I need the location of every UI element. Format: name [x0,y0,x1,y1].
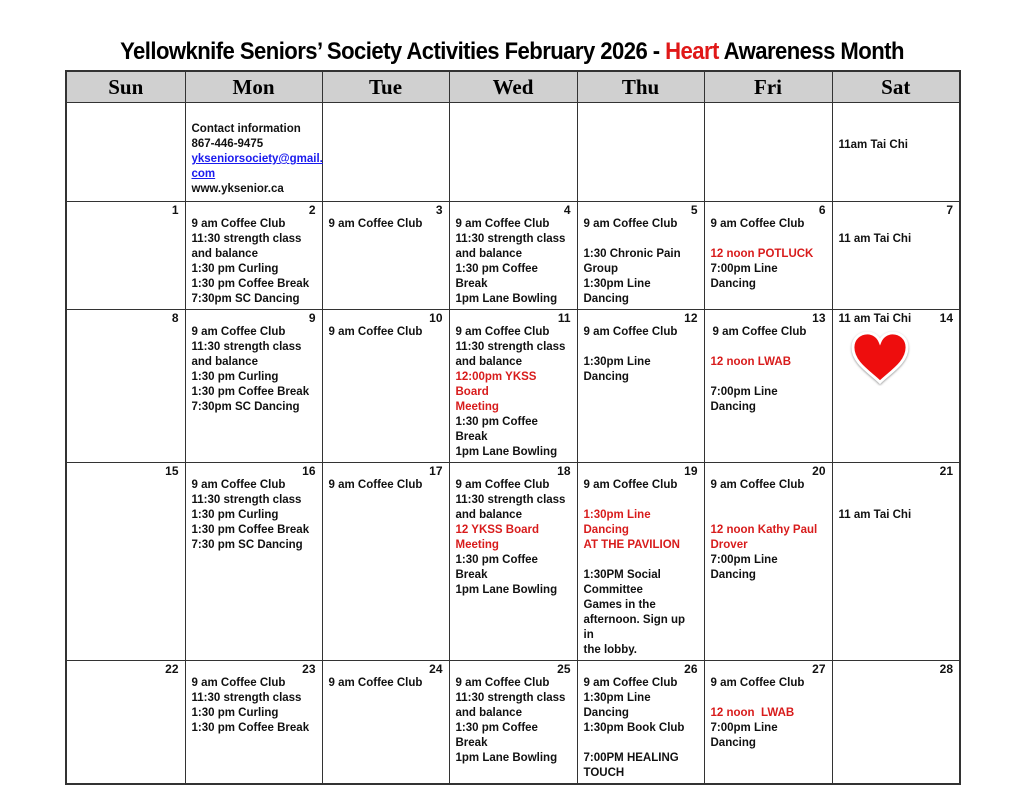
day-cell-14 [832,310,960,463]
event-item: and balance [455,509,522,521]
day-number: 25 [557,662,571,676]
event-item-highlight: 12 noon POTLUCK [710,248,814,260]
event-item: 7:00pm Line Dancing [710,263,778,290]
event-item: 1:30 pm Coffee Break [191,386,310,398]
title-suffix: Awareness Month [718,38,904,65]
weekday-mon: Mon [185,71,322,103]
event-item: 9 am Coffee Club [710,677,805,689]
day-cell-13 [704,310,832,463]
day-cell-9 [185,310,322,463]
day-cell-sat-week0 [832,103,960,202]
event-item: 1:30 pm Curling [191,371,279,383]
event-item: 7:30 pm SC Dancing [191,539,303,551]
day-number: 22 [165,662,179,676]
title-prefix: Yellowknife Seniors’ Society Activities February 2026 - [120,38,666,65]
day-number: 4 [563,203,571,217]
event-item: afternoon. Sign up in [583,614,686,641]
event-item: and balance [455,707,522,719]
event-item: 1:30 pm Curling [191,263,279,275]
day-number: 3 [435,203,443,217]
contact-email-link[interactable]: ykseniorsociety@gmail. com [191,153,323,180]
event-item-highlight: Meeting [455,539,499,551]
event-item: 1:30 pm Coffee Break [191,722,310,734]
event-item: 11:30 strength class [455,341,566,353]
weekday-tue: Tue [322,71,449,103]
event-item: 1:30pm Line Dancing [583,278,651,305]
day-cell-empty [449,103,577,202]
event-item: 1:30 pm Coffee Break [455,263,538,290]
day-cell-11 [449,310,577,463]
day-number: 7 [946,203,953,217]
event-item: 1pm Lane Bowling [455,584,558,596]
event-item: 1:30 pm Curling [191,707,279,719]
event-item: 11 am Tai Chi [838,313,912,325]
event-item: 11 am Tai Chi [838,233,912,245]
event-item: 11 am Tai Chi [838,509,912,521]
event-item: 9 am Coffee Club [191,677,286,689]
day-number: 13 [812,311,826,325]
day-cell-18 [449,463,577,661]
event-item: 1:30pm Line Dancing [583,356,651,383]
day-number: 27 [812,662,826,676]
event-item: the lobby. [583,644,637,656]
contact-phone: 867-446-9475 [191,138,264,150]
day-cell-7 [832,202,960,310]
day-cell-27 [704,661,832,785]
day-cell-25 [449,661,577,785]
event-item: 9 am Coffee Club [191,479,286,491]
week-row [66,463,960,661]
day-cell-empty [66,103,185,202]
event-item: 11:30 strength class [455,692,566,704]
event-item: Group [583,263,618,275]
weekday-sun: Sun [66,71,185,103]
event-item: 7:30pm SC Dancing [191,293,300,305]
event-item: 1:30pm Book Club [583,722,685,734]
contact-website: www.yksenior.ca [191,183,284,195]
event-item: 7:00PM HEALING [583,752,679,764]
event-item: 11:30 strength class [191,692,302,704]
day-cell-10 [322,310,449,463]
day-cell-17 [322,463,449,661]
day-cell-21 [832,463,960,661]
page-title [41,38,983,66]
event-item: Committee [583,584,643,596]
event-item: 11:30 strength class [191,494,302,506]
event-item: 9 am Coffee Club [328,677,423,689]
day-cell-8 [66,310,185,463]
day-number: 23 [302,662,316,676]
contact-heading: Contact information [191,123,301,135]
week-row [66,103,960,202]
event-item: 9 am Coffee Club [328,218,423,230]
event-item: 11:30 strength class [455,233,566,245]
event-item: 9 am Coffee Club [712,326,807,338]
event-item: 11:30 strength class [191,233,302,245]
week-row [66,202,960,310]
event-item: and balance [191,356,258,368]
day-cell-24 [322,661,449,785]
weekday-header-row [66,71,960,103]
day-number: 16 [302,464,316,478]
event-item: and balance [455,356,522,368]
event-item: 7:00pm Line Dancing [710,554,778,581]
event-item: 9 am Coffee Club [710,479,805,491]
day-number: 15 [165,464,179,478]
event-item: 9 am Coffee Club [583,218,678,230]
day-cell-19 [577,463,704,661]
day-cell-12 [577,310,704,463]
event-item: 11:30 strength class [191,341,302,353]
day-cell-20 [704,463,832,661]
event-item: 9 am Coffee Club [328,326,423,338]
event-item: 1:30PM Social [583,569,661,581]
event-item-highlight: 12 YKSS Board [455,524,540,536]
event-item: 9 am Coffee Club [328,479,423,491]
event-item: 9 am Coffee Club [583,677,678,689]
day-number: 2 [308,203,316,217]
day-cell-5 [577,202,704,310]
event-item: 11:30 strength class [455,494,566,506]
event-item: 9 am Coffee Club [191,326,286,338]
event-item: 9 am Coffee Club [583,479,678,491]
day-number: 14 [939,311,953,325]
event-item: 9 am Coffee Club [710,218,805,230]
contact-cell [185,103,322,202]
day-cell-3 [322,202,449,310]
event-item: 1:30 pm Coffee Break [455,416,538,443]
event-item-highlight: AT THE PAVILION [583,539,680,551]
day-cell-empty [577,103,704,202]
day-number: 9 [308,311,316,325]
event-item: 1:30 Chronic Pain [583,248,681,260]
week-row [66,310,960,463]
event-item-highlight: 12 noon LWAB [710,356,791,368]
weekday-wed: Wed [449,71,577,103]
event-item: 1pm Lane Bowling [455,293,558,305]
event-item-highlight: 12:00pm YKSS Board [455,371,537,398]
event-item: 9 am Coffee Club [455,677,550,689]
day-number: 19 [684,464,698,478]
day-number: 17 [429,464,443,478]
event-item: 1:30pm Line Dancing [583,692,651,719]
event-item: 7:00pm Line Dancing [710,722,778,749]
calendar-grid [65,70,961,785]
week-row [66,661,960,785]
weekday-sat: Sat [832,71,960,103]
day-number: 1 [171,203,179,217]
event-item: 9 am Coffee Club [455,479,550,491]
event-item: Games in the [583,599,656,611]
title-highlight: Heart [665,38,719,65]
day-number: 18 [557,464,571,478]
event-item: and balance [191,248,258,260]
event-item: TOUCH [583,767,625,779]
event-item: 7:30pm SC Dancing [191,401,300,413]
day-cell-26 [577,661,704,785]
day-cell-1 [66,202,185,310]
event-item: 1:30 pm Coffee Break [455,722,538,749]
day-number: 26 [684,662,698,676]
day-number: 21 [939,464,953,478]
event-item: 1pm Lane Bowling [455,446,558,458]
day-cell-22 [66,661,185,785]
day-number: 8 [171,311,179,325]
event-item: 11am Tai Chi [838,139,908,151]
event-item-highlight: 1:30pm Line Dancing [583,509,651,536]
event-item: 1:30 pm Coffee Break [455,554,538,581]
event-item-highlight: Drover [710,539,748,551]
day-cell-28 [832,661,960,785]
event-item-highlight: 12 noon Kathy Paul [710,524,818,536]
day-number: 28 [939,662,953,676]
day-number: 24 [429,662,443,676]
event-item-highlight: 12 noon LWAB [710,707,795,719]
day-cell-23 [185,661,322,785]
day-cell-6 [704,202,832,310]
day-number: 10 [429,311,443,325]
day-number: 6 [818,203,826,217]
day-number: 20 [812,464,826,478]
heart-icon [849,330,911,386]
day-cell-empty [704,103,832,202]
day-cell-15 [66,463,185,661]
event-item: 9 am Coffee Club [583,326,678,338]
event-item: 1:30 pm Coffee Break [191,524,310,536]
event-item: 9 am Coffee Club [455,218,550,230]
day-number: 11 [557,311,571,325]
event-item: 1:30 pm Curling [191,509,279,521]
event-item: 9 am Coffee Club [191,218,286,230]
event-item: 7:00pm Line Dancing [710,386,778,413]
event-item: 1:30 pm Coffee Break [191,278,310,290]
day-cell-2 [185,202,322,310]
weekday-fri: Fri [704,71,832,103]
day-number: 5 [690,203,698,217]
event-item-highlight: Meeting [455,401,499,413]
day-cell-4 [449,202,577,310]
event-item: and balance [455,248,522,260]
day-cell-empty [322,103,449,202]
day-cell-16 [185,463,322,661]
weekday-thu: Thu [577,71,704,103]
event-item: 9 am Coffee Club [455,326,550,338]
day-number: 12 [684,311,698,325]
event-item: 1pm Lane Bowling [455,752,558,764]
